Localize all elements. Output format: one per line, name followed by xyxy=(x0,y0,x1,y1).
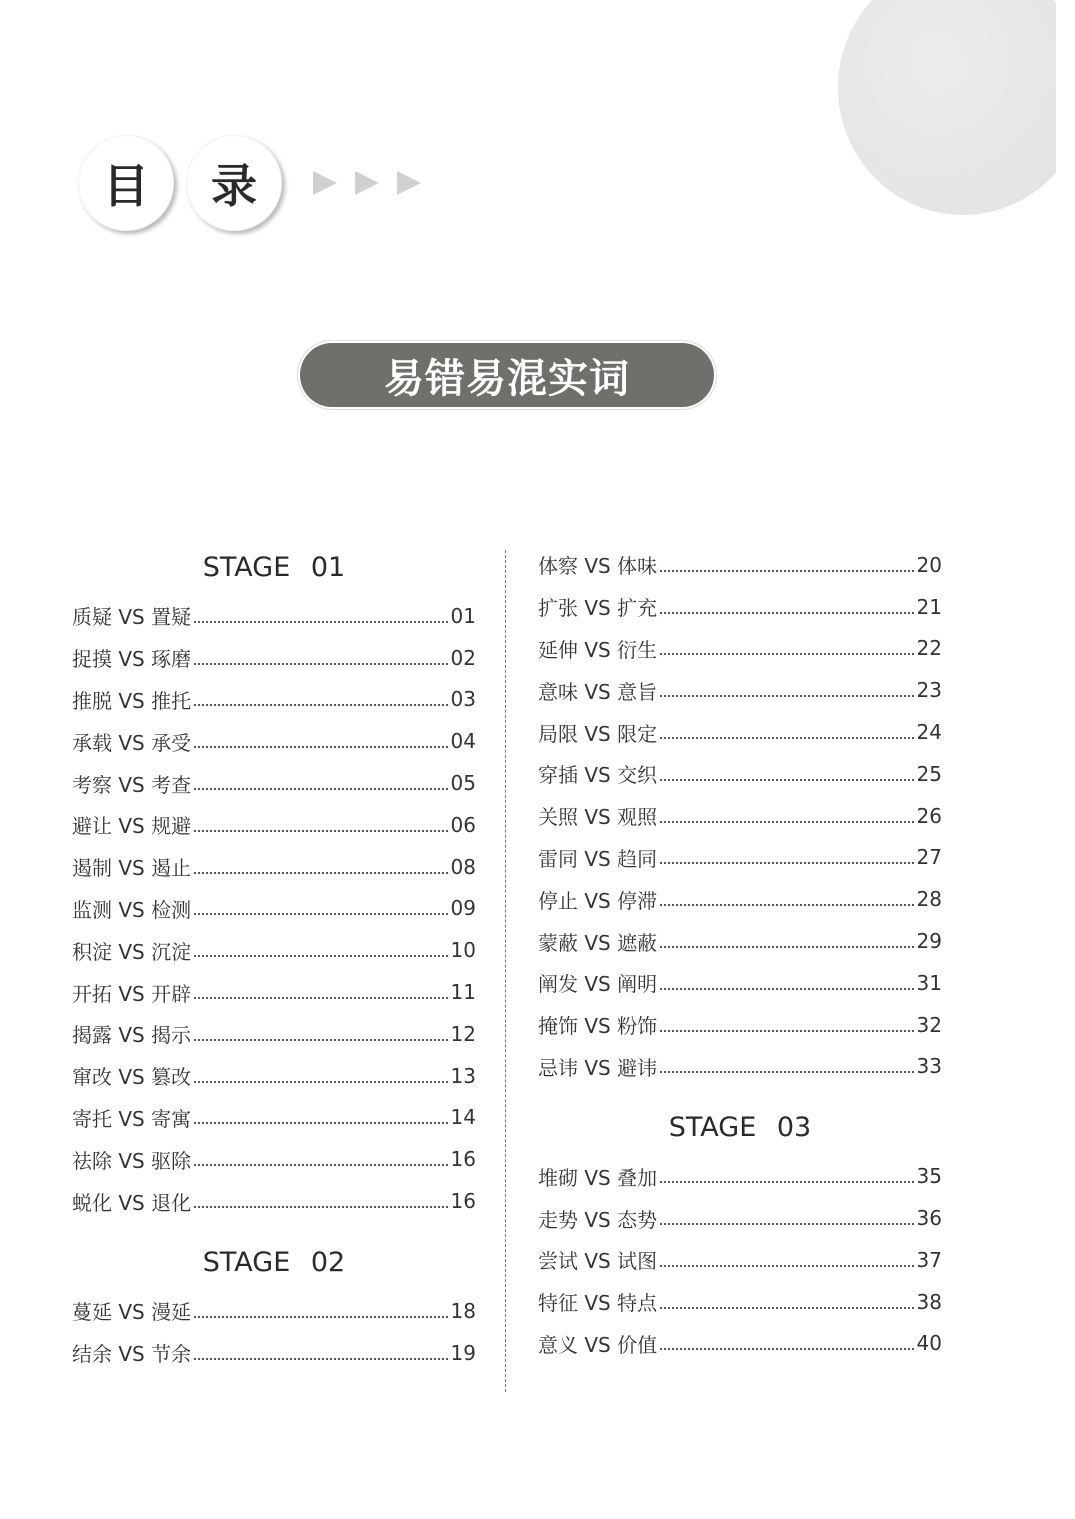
dot-leader xyxy=(194,746,447,748)
toc-entry[interactable] xyxy=(538,795,942,837)
dot-leader xyxy=(660,653,913,655)
column-divider xyxy=(505,550,506,1392)
entry-label: 雷同 VS 趋同 xyxy=(538,846,658,871)
entry-page-number: 08 xyxy=(450,854,476,879)
toc-entry[interactable] xyxy=(538,753,942,795)
entry-label: 体察 VS 体味 xyxy=(538,554,658,579)
entry-page-number: 16 xyxy=(450,1189,476,1214)
dot-leader xyxy=(660,1071,913,1073)
title-char-mu: 目 xyxy=(78,135,174,231)
dot-leader xyxy=(660,1181,913,1183)
entry-label: 关照 VS 观照 xyxy=(538,805,658,830)
dot-leader xyxy=(194,997,447,999)
entry-label: 蜕化 VS 退化 xyxy=(72,1190,192,1215)
section-banner: 易错易混实词 xyxy=(300,343,714,407)
toc-entry[interactable] xyxy=(72,1097,476,1139)
entry-page-number: 29 xyxy=(916,929,942,954)
entry-label: 避让 VS 规避 xyxy=(72,814,192,839)
entry-page-number: 32 xyxy=(916,1012,942,1037)
entry-label: 尝试 VS 试图 xyxy=(538,1249,658,1274)
dot-leader xyxy=(194,1122,447,1124)
dot-leader xyxy=(660,1265,913,1267)
toc-entry[interactable] xyxy=(538,1155,942,1197)
dot-leader xyxy=(194,788,447,790)
entry-label: 结余 VS 节余 xyxy=(72,1342,192,1367)
dot-leader xyxy=(660,821,913,823)
entry-page-number: 03 xyxy=(450,687,476,712)
toc-entry[interactable] xyxy=(538,669,942,711)
dot-leader xyxy=(194,872,447,874)
toc-entry[interactable] xyxy=(72,1290,476,1332)
toc-entry[interactable] xyxy=(72,637,476,679)
dot-leader xyxy=(660,570,913,572)
toc-entry[interactable] xyxy=(72,1138,476,1180)
entry-page-number: 31 xyxy=(916,970,942,995)
entry-label: 扩张 VS 扩充 xyxy=(538,596,658,621)
decorative-circle xyxy=(838,0,1056,215)
toc-entry[interactable] xyxy=(538,920,942,962)
entry-label: 寄托 VS 寄寓 xyxy=(72,1106,192,1131)
entry-label: 遏制 VS 遏止 xyxy=(72,856,192,881)
entry-page-number: 36 xyxy=(916,1206,942,1231)
entry-label: 意味 VS 意旨 xyxy=(538,679,658,704)
entry-page-number: 18 xyxy=(450,1298,476,1323)
entry-label: 承载 VS 承受 xyxy=(72,730,192,755)
entry-label: 忌讳 VS 避讳 xyxy=(538,1055,658,1080)
entry-page-number: 19 xyxy=(450,1340,476,1365)
entry-page-number: 20 xyxy=(916,552,942,577)
dot-leader xyxy=(194,1081,447,1083)
toc-entry[interactable] xyxy=(72,762,476,804)
entry-page-number: 06 xyxy=(450,812,476,837)
entry-page-number: 10 xyxy=(450,938,476,963)
entry-label: 穿插 VS 交织 xyxy=(538,763,658,788)
dot-leader xyxy=(660,904,913,906)
dot-leader xyxy=(660,988,913,990)
toc-entry[interactable] xyxy=(538,1239,942,1281)
entry-label: 意义 VS 价值 xyxy=(538,1332,658,1357)
arrow-icon xyxy=(313,171,337,195)
dot-leader xyxy=(660,862,913,864)
entry-page-number: 11 xyxy=(450,980,476,1005)
toc-entry[interactable] xyxy=(538,962,942,1004)
entry-page-number: 26 xyxy=(916,803,942,828)
entry-label: 局限 VS 限定 xyxy=(538,721,658,746)
toc-entry[interactable] xyxy=(538,878,942,920)
toc-entry[interactable] xyxy=(72,846,476,888)
entry-page-number: 01 xyxy=(450,603,476,628)
entry-page-number: 24 xyxy=(916,720,942,745)
toc-entry[interactable] xyxy=(538,1197,942,1239)
entry-label: 特征 VS 特点 xyxy=(538,1291,658,1316)
entry-page-number: 37 xyxy=(916,1247,942,1272)
arrow-icon xyxy=(397,171,421,195)
entry-page-number: 27 xyxy=(916,845,942,870)
dot-leader xyxy=(660,695,913,697)
dot-leader xyxy=(194,1039,447,1041)
entry-label: 走势 VS 态势 xyxy=(538,1207,658,1232)
entry-page-number: 09 xyxy=(450,896,476,921)
toc-entry[interactable] xyxy=(72,595,476,637)
toc-entry[interactable] xyxy=(72,679,476,721)
dot-leader xyxy=(660,946,913,948)
entry-page-number: 05 xyxy=(450,771,476,796)
entry-page-number: 13 xyxy=(450,1063,476,1088)
entry-label: 考察 VS 考查 xyxy=(72,772,192,797)
toc-entry[interactable] xyxy=(538,837,942,879)
entry-label: 窜改 VS 篡改 xyxy=(72,1065,192,1090)
toc-entry[interactable] xyxy=(538,544,942,586)
entry-label: 推脱 VS 推托 xyxy=(72,688,192,713)
toc-entry[interactable] xyxy=(538,1004,942,1046)
entry-page-number: 38 xyxy=(916,1289,942,1314)
toc-left-column xyxy=(72,527,476,1374)
toc-entry[interactable] xyxy=(538,1046,942,1088)
toc-entry[interactable] xyxy=(72,804,476,846)
entry-label: 延伸 VS 衍生 xyxy=(538,637,658,662)
entry-page-number: 12 xyxy=(450,1021,476,1046)
entry-page-number: 25 xyxy=(916,761,942,786)
toc-entry[interactable] xyxy=(538,586,942,628)
entry-label: 积淀 VS 沉淀 xyxy=(72,939,192,964)
dot-leader xyxy=(660,1223,913,1225)
entry-page-number: 33 xyxy=(916,1054,942,1079)
toc-entry[interactable] xyxy=(72,720,476,762)
toc-entry[interactable] xyxy=(72,1180,476,1222)
dot-leader xyxy=(194,830,447,832)
dot-leader xyxy=(194,913,447,915)
corner-decoration xyxy=(830,0,1056,220)
dot-leader xyxy=(194,621,447,623)
toc-entry[interactable] xyxy=(72,1055,476,1097)
dot-leader xyxy=(660,737,913,739)
dot-leader xyxy=(660,1307,913,1309)
entry-label: 蔓延 VS 漫延 xyxy=(72,1300,192,1325)
stage-heading: STAGE 02 xyxy=(202,1246,346,1278)
toc-entry[interactable] xyxy=(72,1013,476,1055)
toc-entry[interactable] xyxy=(72,929,476,971)
toc-entry[interactable] xyxy=(538,711,942,753)
stage-heading: STAGE 01 xyxy=(202,552,346,583)
entry-page-number: 40 xyxy=(916,1331,942,1356)
dot-leader xyxy=(194,1164,447,1166)
entry-label: 掩饰 VS 粉饰 xyxy=(538,1014,658,1039)
entry-page-number: 28 xyxy=(916,887,942,912)
dot-leader xyxy=(194,1316,447,1318)
entry-page-number: 14 xyxy=(450,1105,476,1130)
stage-heading: STAGE 03 xyxy=(668,1112,812,1144)
entry-label: 监测 VS 检测 xyxy=(72,897,192,922)
toc-entry[interactable] xyxy=(72,971,476,1013)
entry-page-number: 35 xyxy=(916,1164,942,1189)
entry-page-number: 22 xyxy=(916,636,942,661)
entry-label: 捉摸 VS 琢磨 xyxy=(72,647,192,672)
arrow-icon xyxy=(355,171,379,195)
entry-label: 阐发 VS 阐明 xyxy=(538,972,658,997)
entry-label: 祛除 VS 驱除 xyxy=(72,1148,192,1173)
entry-page-number: 16 xyxy=(450,1147,476,1172)
toc-right-column xyxy=(538,544,942,1364)
entry-page-number: 21 xyxy=(916,594,942,619)
entry-page-number: 23 xyxy=(916,678,942,703)
entry-page-number: 02 xyxy=(450,645,476,670)
toc-entry[interactable] xyxy=(538,628,942,670)
dot-leader xyxy=(660,779,913,781)
dot-leader xyxy=(660,1348,913,1350)
dot-leader xyxy=(194,704,447,706)
entry-label: 堆砌 VS 叠加 xyxy=(538,1165,658,1190)
entry-label: 质疑 VS 置疑 xyxy=(72,605,192,630)
dot-leader xyxy=(660,612,913,614)
dot-leader xyxy=(194,663,447,665)
entry-label: 蒙蔽 VS 遮蔽 xyxy=(538,930,658,955)
entry-page-number: 04 xyxy=(450,729,476,754)
toc-entry[interactable] xyxy=(538,1323,942,1365)
entry-label: 揭露 VS 揭示 xyxy=(72,1023,192,1048)
entry-label: 停止 VS 停滞 xyxy=(538,888,658,913)
title-char-lu: 录 xyxy=(186,135,282,231)
dot-leader xyxy=(194,1206,447,1208)
toc-entry[interactable] xyxy=(72,888,476,930)
dot-leader xyxy=(194,955,447,957)
entry-label: 开拓 VS 开辟 xyxy=(72,981,192,1006)
toc-entry[interactable] xyxy=(72,1332,476,1374)
toc-entry[interactable] xyxy=(538,1281,942,1323)
dot-leader xyxy=(660,1030,913,1032)
dot-leader xyxy=(194,1358,447,1360)
